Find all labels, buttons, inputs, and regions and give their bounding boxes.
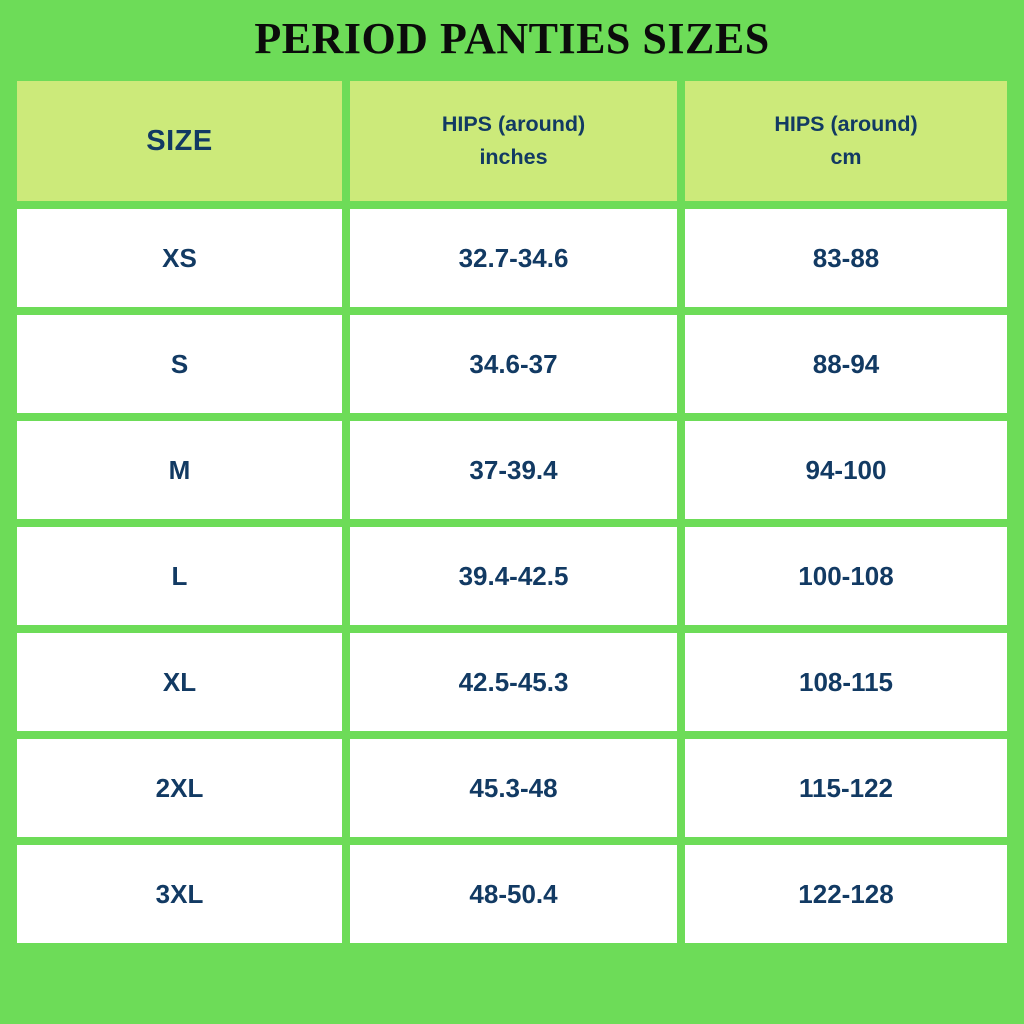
column-header-hips-cm-unit: cm [830,145,862,169]
table-row [17,527,1007,625]
column-header-hips-inches-unit: inches [479,145,548,169]
cell-size: S [17,315,342,413]
page-title: PERIOD PANTIES SIZES [254,14,770,63]
cell-hips-inches: 37-39.4 [350,421,677,519]
cell-size: XL [17,633,342,731]
table-row [17,739,1007,837]
cell-hips-inches: 48-50.4 [350,845,677,943]
column-header-hips-cm [685,81,1007,201]
cell-hips-cm: 100-108 [685,527,1007,625]
column-header-hips-inches-label: HIPS (around) [441,111,586,136]
cell-hips-cm: 115-122 [685,739,1007,837]
cell-hips-inches: 42.5-45.3 [350,633,677,731]
cell-hips-cm: 108-115 [685,633,1007,731]
cell-hips-cm: 83-88 [685,209,1007,307]
cell-size: L [17,527,342,625]
table-row [17,421,1007,519]
cell-hips-cm: 122-128 [685,845,1007,943]
cell-size: 2XL [17,739,342,837]
cell-hips-inches: 45.3-48 [350,739,677,837]
cell-hips-inches: 34.6-37 [350,315,677,413]
column-header-size: SIZE [17,81,342,201]
table-row [17,845,1007,943]
cell-size: XS [17,209,342,307]
cell-hips-cm: 94-100 [685,421,1007,519]
cell-size: 3XL [17,845,342,943]
table-row [17,209,1007,307]
table-body [17,209,1007,943]
table-header [17,81,1007,201]
cell-hips-cm: 88-94 [685,315,1007,413]
size-chart-table [9,73,1015,951]
column-header-hips-inches [350,81,677,201]
table-header-row [17,81,1007,201]
cell-hips-inches: 32.7-34.6 [350,209,677,307]
table-row [17,633,1007,731]
cell-size: M [17,421,342,519]
column-header-hips-cm-label: HIPS (around) [774,111,918,136]
table-row [17,315,1007,413]
cell-hips-inches: 39.4-42.5 [350,527,677,625]
